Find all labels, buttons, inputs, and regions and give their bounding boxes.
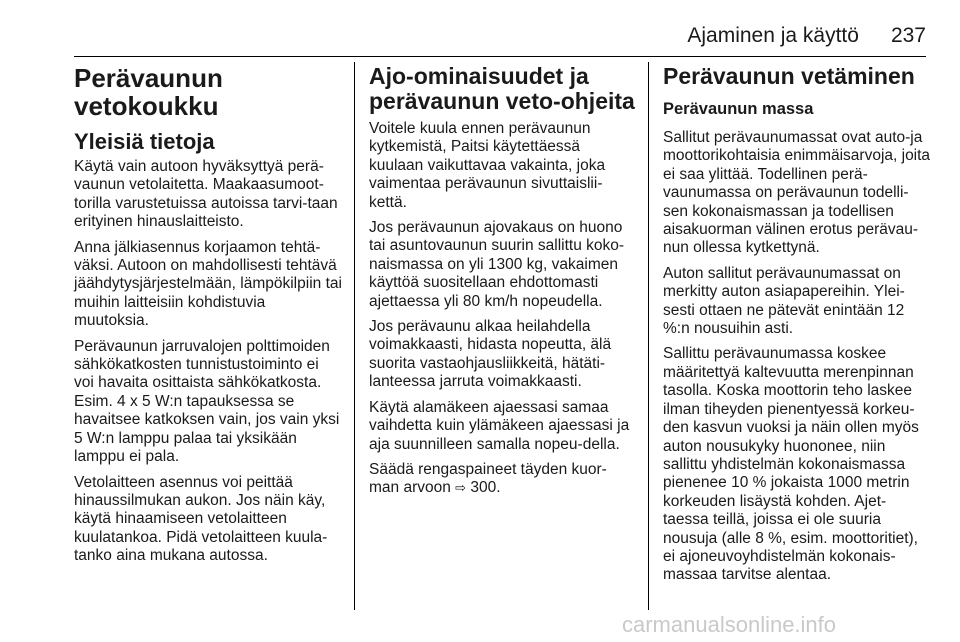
chapter-title: Ajaminen ja käyttö	[687, 24, 859, 47]
paragraph: Auton sallitut perävaunumassat on merkitty auton asiapapereihin. Ylei-sesti ottaen ne pätevät enintään 12 %:n nousuihin asti.	[663, 264, 905, 338]
page-header	[687, 24, 926, 48]
paragraph: Anna jälkiasennus korjaamon tehtä-väksi. Autoon on mahdollisesti tehtävä jäähdytysjärjestelmään, lämpökilpiin tai muihin laitteisiin kohdistuvia muutoksia.	[74, 238, 342, 330]
paragraph: Käytä vain autoon hyväksyttyä perä-vaunun vetolaitetta. Maakaasumoot-torilla varustetuissa autoissa tarvi-taan erityinen hinauslaitteisto.	[74, 158, 338, 231]
page-number: 237	[890, 24, 926, 47]
page-reference-link[interactable]: 300.	[470, 479, 501, 497]
section-title-line-2: vetokoukku	[74, 91, 219, 121]
column-divider-2	[648, 62, 649, 610]
column-1	[74, 64, 342, 573]
watermark: carmanualsonline.info	[622, 612, 837, 637]
arrow-right-icon: ⇨	[455, 480, 467, 496]
header-rule	[74, 56, 926, 57]
paragraph: Jos perävaunu alkaa heilahdella voimakkaasti, hidasta nopeutta, älä suorita vastaohjausliikkeitä, hätäti-lanteessa jarruta voimakkaasti.	[369, 318, 612, 391]
paragraph: Voitele kuula ennen perävaunun kytkemistä, Paitsi käytettäessä kuulaan vaikuttavaa vakainta, joka vaimentaa perävaunun sivuttaislii-kettä.	[369, 120, 606, 211]
paragraph: Jos perävaunun ajovakaus on huono tai asuntovaunun suurin sallittu koko-naismassa on yli 1300 kg, vakaimen käyttöä suositellaan ehdottomasti ajettaessa yli 80 km/h nopeudella.	[369, 219, 625, 310]
paragraph	[369, 461, 635, 498]
section-title-line-1: Perävaunun	[74, 63, 223, 93]
subsection-title: Yleisiä tietoja	[74, 129, 215, 154]
paragraph-text: Säädä rengaspaineet täyden kuor-man arvoon	[369, 460, 607, 497]
column-divider-1	[354, 62, 355, 610]
section-title	[74, 64, 342, 120]
subsection-title: Perävaunun massa	[663, 100, 814, 118]
column-3	[663, 64, 931, 592]
section-title: Perävaunun vetäminen	[663, 63, 915, 89]
paragraph: Sallittu perävaunumassa koskee määritettyä kaltevuutta merenpinnan tasolla. Koska moottorin teho laskee ilman tiheyden pienentyessä korkeu-den kasvun vuoksi ja näin ollen myös auton nousukyky huononee, niin sallittu yhdistelmän kokonaismassa pienenee 10 % jokaista 1000 metrin korkeuden lisäystä kohden. Ajet-taessa teillä, joissa ei ole suuria nousuja (alle 8 %, esim. moottoritiet), ei ajoneuvoyhdistelmän kokonais-massaa tarvitse alentaa.	[663, 345, 919, 584]
paragraph: Käytä alamäkeen ajaessasi samaa vaihdetta kuin ylämäkeen ajaessasi ja aja suunnilleen samalla nopeu-della.	[369, 398, 630, 453]
subsection-title: Ajo-ominaisuudet ja perävaunun veto-ohjeita	[369, 63, 635, 114]
paragraph: Vetolaitteen asennus voi peittää hinaussilmukan aukon. Jos näin käy, käytä hinaamiseen vetolaitteen kuulatankoa. Pidä vetolaitteen kuula-tanko aina mukana autossa.	[74, 473, 328, 565]
paragraph: Sallitut perävaunumassat ovat auto-ja moottorikohtaisia enimmäisarvoja, joita ei saa ylittää. Todellinen perä-vaunumassa on perävaunun todelli-sen kokonaismassan ja todellisen aisakuorman välinen erotus perävau-nun ollessa kytkettynä.	[663, 129, 931, 257]
column-2	[369, 64, 635, 505]
paragraph: Perävaunun jarruvalojen polttimoiden sähkökatkosten tunnistustoiminto ei voi havaita osittaista sähkökatkosta. Esim. 4 x 5 W:n tapauksessa se havaitsee katkoksen vain, jos vain yksi 5 W:n lamppu palaa tai yksikään lamppu ei pala.	[74, 337, 340, 466]
